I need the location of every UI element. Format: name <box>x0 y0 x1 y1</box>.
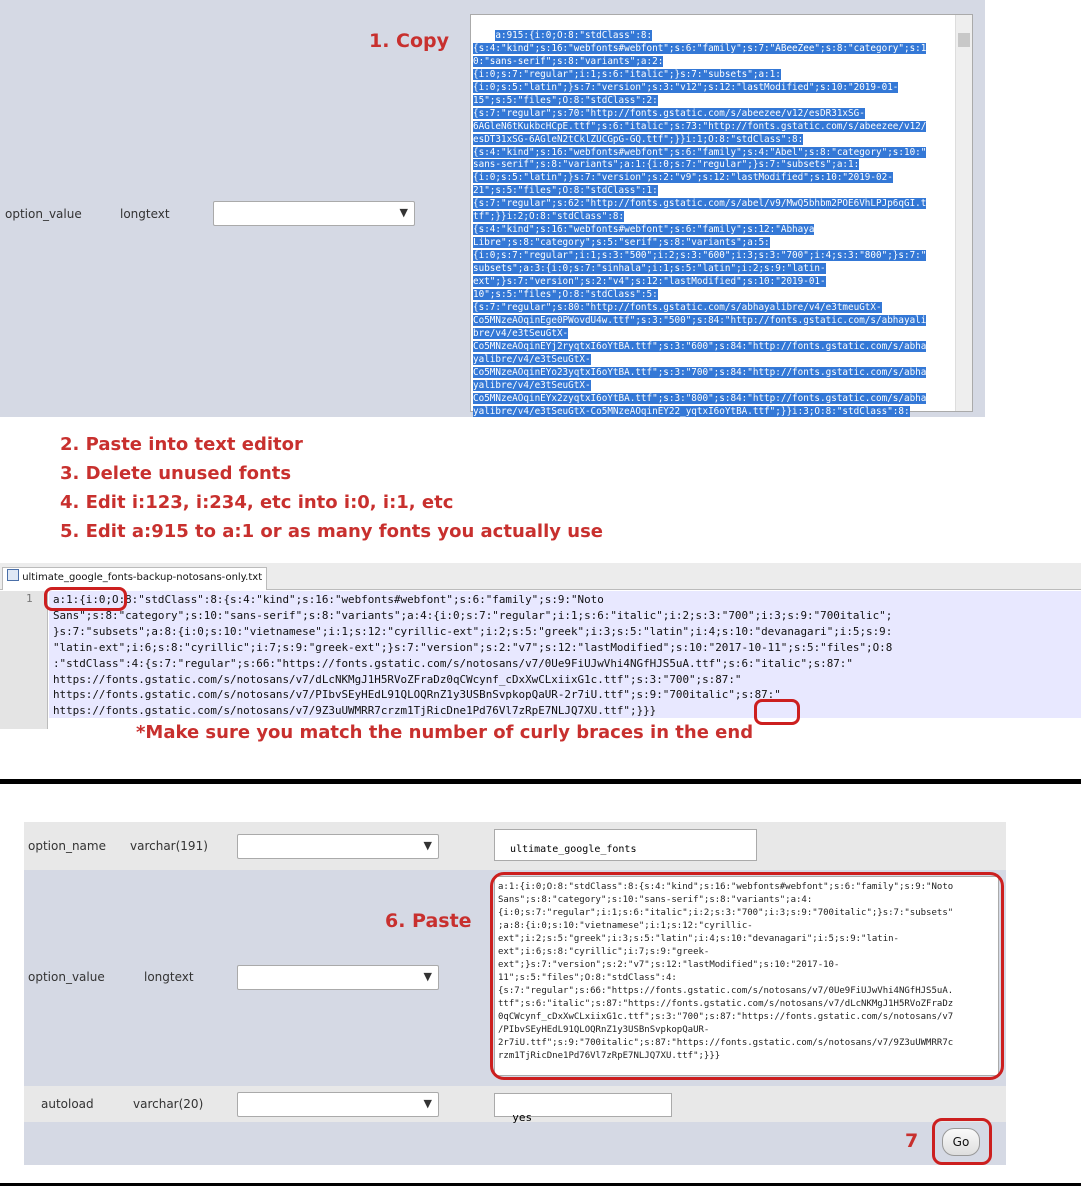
chevron-down-icon: ▼ <box>423 1097 432 1110</box>
option-name-value: ultimate_google_fonts <box>510 844 637 855</box>
field-type-longtext-bottom: longtext <box>144 970 194 984</box>
field-type-longtext: longtext <box>120 207 170 221</box>
highlight-closing-braces <box>754 699 800 725</box>
divider-bottom <box>0 1183 1081 1186</box>
line-number: 1 <box>26 592 33 605</box>
go-button-label: Go <box>952 1135 970 1149</box>
field-name-option-value: option_value <box>5 207 82 221</box>
step-5: 5. Edit a:915 to a:1 or as many fonts you actually use <box>60 521 603 542</box>
step-1-copy: 1. Copy <box>369 30 450 52</box>
field-type-varchar191: varchar(191) <box>130 839 208 853</box>
autoload-value: yes <box>512 1111 533 1124</box>
editor-code[interactable] <box>53 592 1081 719</box>
chevron-down-icon: ▼ <box>423 970 432 983</box>
file-icon <box>7 569 19 581</box>
scrollbar-thumb[interactable] <box>958 33 970 47</box>
function-select-option-name[interactable] <box>237 834 439 859</box>
step-7: 7 <box>905 1130 919 1152</box>
highlight-go-button <box>932 1118 992 1165</box>
field-name-option-name: option_name <box>28 839 106 853</box>
step-6-paste: 6. Paste <box>385 910 472 932</box>
field-name-option-value-bottom: option_value <box>28 970 105 984</box>
step-3: 3. Delete unused fonts <box>60 463 292 484</box>
autoload-input[interactable] <box>494 1093 672 1124</box>
step-2: 2. Paste into text editor <box>60 434 303 455</box>
chevron-down-icon: ▼ <box>423 839 432 852</box>
highlight-array-count <box>44 587 127 611</box>
editor-tab-label: ultimate_google_fonts-backup-notosans-only.txt <box>22 572 263 583</box>
code-end: }}} <box>636 704 657 718</box>
option-name-input[interactable] <box>494 829 757 861</box>
code-body: O:8:"stdClass":8:{s:4:"kind";s:16:"webfonts#webfont";s:6:"family";s:9:"Noto Sans";s:8:"category";s:10:"sans-serif";s:8:"variants";a:4:{i:0;s:7:"regular";i:1;s:6:"italic";i:2;s:3:"700";i:3;s:9:"700italic"; }s:7:"subsets";a:8:{i:0;s:10:"vietnamese";i:1;s:12:"cyrillic-ext";i:2;s:5:"greek";i:3;s:5:"latin";i:4;s:10:"devanagari";i:5;s:9: "latin-ext";i:6;s:8:"cyrillic";i:7;s:9:"greek-ext";}s:7:"version";s:2:"v7";s:12:"lastModified";s:10:"2017-10-11";s:5:"files";O:8 :"stdClass":4:{s:7:"regular";s:66:"https://fonts.gstatic.com/s/notosans/v7/0Ue9FiUJwVhi4NGfHJS5uA.ttf";s:6:"italic";s:87:" https://fonts.gstatic.com/s/notosans/v7/dLcNKMgJ1H5RVoZFraDz0qCWcynf_cDxXwCLxiixG1c.ttf";s:3:"700";s:87:" https://fonts.gstatic.com/s/notosans/v7/PIbvSEyHEdL91QLOQRnZ1y3USBnSvpkopQaUR-2r7iU.ttf";s:9:"700italic";s:87:" https://fonts.gstatic.com/s/notosans/v7/9Z3uUWMRR7crzm1TjRicDne1Pd76Vl7zRpE7NLJQ7XU.ttf"; <box>53 593 893 718</box>
function-select-autoload[interactable] <box>237 1092 439 1117</box>
textarea-scrollbar[interactable] <box>955 15 972 411</box>
pasted-serialized-text: a:1:{i:0;O:8:"stdClass":8:{s:4:"kind";s:16:"webfonts#webfont";s:6:"family";s:9:"Noto Sans";s:8:"category";s:10:"sans-serif";s:8:"variants";a:4: {i:0;s:7:"regular";i:1;s:6:"italic";i:2;s:3:"700";i:3;s:9:"700italic";}s:7:"subsets" ;a:8:{i:0;s:10:"vietnamese";i:1;s:12:"cyrillic- ext";i:2;s:5:"greek";i:3;s:5:"latin";i:4;s:10:"devanagari";i:5;s:9:"latin- ext";i:6;s:8:"cyrillic";i:7;s:9:"greek- ext";}s:7:"version";s:2:"v7";s:12:"lastModified";s:10:"2017-10- 11";s:5:"files";O:8:"stdClass":4: {s:7:"regular";s:66:"https://fonts.gstatic.com/s/notosans/v7/0Ue9FiUJwVhi4NGfHJS5uA. ttf";s:6:"italic";s:87:"https://fonts.gstatic.com/s/notosans/v7/dLcNKMgJ1H5RVoZFraDz 0qCWcynf_cDxXwCLxiixG1c.ttf";s:3:"700";s:87:"https://fonts.gstatic.com/s/notosans/v7 /PIbvSEyHEdL91QLOQRnZ1y3USBnSvpkopQaUR- 2r7iU.ttf";s:9:"700italic";s:87:"https://fonts.gstatic.com/s/notosans/v7/9Z3uUWMRR7c rzm1TjRicDne1Pd76Vl7zRpE7NLJQ7XU.ttf";}}} <box>498 882 954 1061</box>
divider-top <box>0 779 1081 784</box>
editor-gutter <box>0 591 48 729</box>
field-name-autoload: autoload <box>41 1097 94 1111</box>
step-4: 4. Edit i:123, i:234, etc into i:0, i:1, etc <box>60 492 454 513</box>
editor-tab[interactable] <box>2 567 267 590</box>
highlight-pasted-textarea <box>490 872 1004 1080</box>
field-type-varchar20: varchar(20) <box>133 1097 204 1111</box>
chevron-down-icon: ▼ <box>399 206 408 219</box>
code-start: a:1:{i:0; <box>53 593 113 606</box>
function-select-option-value[interactable] <box>237 965 439 990</box>
option-value-textarea-selected[interactable] <box>470 14 973 417</box>
function-select[interactable] <box>213 201 415 226</box>
braces-note: *Make sure you match the number of curly braces in the end <box>136 722 754 743</box>
selected-serialized-text: a:915:{i:0;O:8:"stdClass":8: {s:4:"kind";s:16:"webfonts#webfont";s:6:"family";s:7:"ABeeZee";s:8:"category";s:1 0:"sans-serif";s:8:"variants";a:2: {i:0;s:7:"regular";i:1;s:6:"italic";}s:7:"subsets";a:1: {i:0;s:5:"latin";}s:7:"version";s:3:"v12";s:12:"lastModified";s:10:"2019-01- 15";s:5:"files";O:8:"stdClass":2: {s:7:"regular";s:70:"http://fonts.gstatic.com/s/abeezee/v12/esDR31xSG- 6AGleN6tKukbcHCpE.ttf";s:6:"italic";s:73:"http://fonts.gstatic.com/s/abeezee/v12/ esDT31xSG-6AGleN2tCklZUCGpG-GQ.ttf";}}i:1;O:8:"stdClass":8: {s:4:"kind";s:16:"webfonts#webfont";s:6:"family";s:4:"Abel";s:8:"category";s:10:" sans-serif";s:8:"variants";a:1:{i:0;s:7:"regular";}s:7:"subsets";a:1: {i:0;s:5:"latin";}s:7:"version";s:2:"v9";s:12:"lastModified";s:10:"2019-02- 21";s:5:"files";O:8:"stdClass":1: {s:7:"regular";s:62:"http://fonts.gstatic.com/s/abel/v9/MwQ5bhbm2POE6VhLPJp6qGI.t tf";}}i:2;O:8:"stdClass":8: {s:4:"kind";s:16:"webfonts#webfont";s:6:"family";s:12:"Abhaya Libre";s:8:"category";s:5:"serif";s:8:"variants";a:5: {i:0;s:7:"regular";i:1;s:3:"500";i:2;s:3:"600";i:3;s:3:"700";i:4;s:3:"800";}s:7:" subsets";a:3:{i:0;s:7:"sinhala";i:1;s:5:"latin";i:2;s:9:"latin- ext";}s:7:"version";s:2:"v4";s:12:"lastModified";s:10:"2019-01- 10";s:5:"files";O:8:"stdClass":5: {s:7:"regular";s:80:"http://fonts.gstatic.com/s/abhayalibre/v4/e3tmeuGtX- Co5MNzeAOqinEge0PWovdU4w.ttf";s:3:"500";s:84:"http://fonts.gstatic.com/s/abhayali bre/v4/e3tSeuGtX- Co5MNzeAOqinEYj2ryqtxI6oYtBA.ttf";s:3:"600";s:84:"http://fonts.gstatic.com/s/abha yalibre/v4/e3tSeuGtX- Co5MNzeAOqinEYo23yqtxI6oYtBA.ttf";s:3:"700";s:84:"http://fonts.gstatic.com/s/abha yalibre/v4/e3tSeuGtX- Co5MNzeAOqinEYx2zyqtxI6oYtBA.ttf";s:3:"800";s:84:"http://fonts.gstatic.com/s/abha yalibre/v4/e3tSeuGtX-Co5MNzeAOqinEY22_yqtxI6oYtBA.ttf";}}i:3;O:8:"stdClass":8: <box>473 29 927 417</box>
